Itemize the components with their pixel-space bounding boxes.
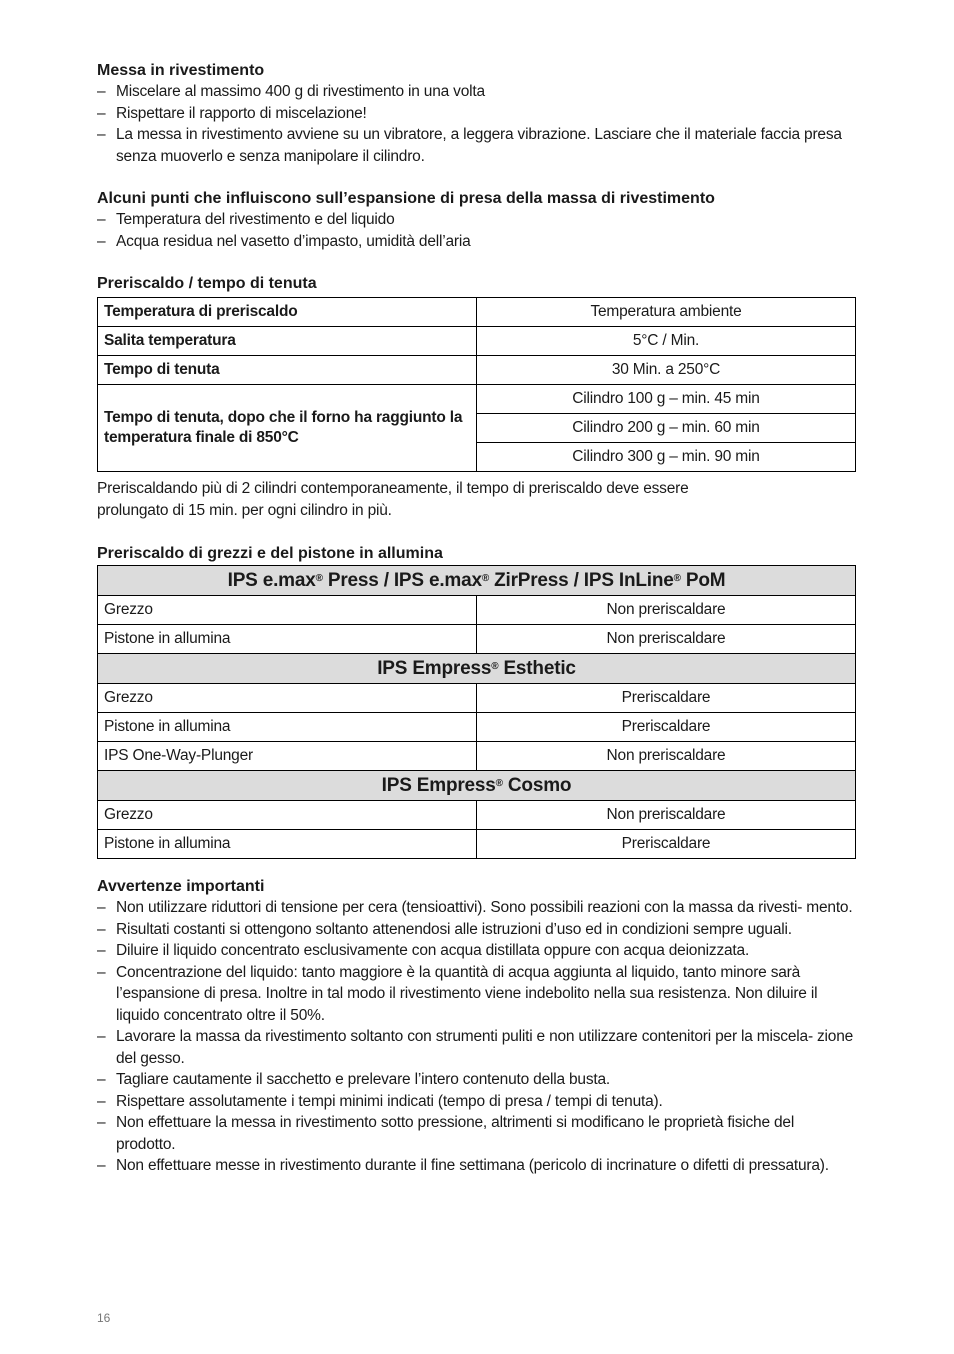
list-item: – Acqua residua nel vasetto d’impasto, umidità dell’aria: [97, 231, 856, 253]
list-avvertenze-importanti: [97, 897, 856, 1177]
list-messa-in-rivestimento: [97, 81, 856, 167]
list-item: – Risultati costanti si ottengono soltanto attenendosi alle istruzioni d’uso ed in condizioni sempre uguali.: [97, 919, 856, 941]
table-cell-label: Pistone in allumina: [98, 625, 477, 654]
document-page: [97, 60, 856, 1177]
table-cell-label: Grezzo: [98, 684, 477, 713]
heading-preriscaldo-grezzi: Preriscaldo di grezzi e del pistone in allumina: [97, 545, 443, 562]
table-row: [98, 385, 856, 414]
table-cell-value: 30 Min. a 250°C: [477, 356, 856, 385]
table-preriscaldo: [97, 297, 856, 472]
table-cell-value: Temperatura ambiente: [477, 298, 856, 327]
table-preriscaldo-grezzi: [97, 565, 856, 859]
list-item: – Rispettare il rapporto di miscelazione!: [97, 103, 856, 125]
table-row: [98, 625, 856, 654]
list-item: – Tagliare cautamente il sacchetto e prelevare l’intero contenuto della busta.: [97, 1069, 856, 1091]
group-header-emax: IPS e.max® Press / IPS e.max® ZirPress / IPS InLine® PoM: [98, 566, 856, 596]
table-row: [98, 356, 856, 385]
table-cell-value: Cilindro 100 g – min. 45 min: [477, 385, 856, 414]
heading-preriscaldo-tempo-di-tenuta: Preriscaldo / tempo di tenuta: [97, 275, 317, 292]
table-cell-label: Tempo di tenuta: [98, 356, 477, 385]
list-item: – Non effettuare messe in rivestimento durante il fine settimana (pericolo di incrinature o difetti di pressatura).: [97, 1155, 856, 1177]
table-cell-label: Pistone in allumina: [98, 713, 477, 742]
list-item: – Lavorare la massa da rivestimento soltanto con strumenti puliti e non utilizzare contenitori per la miscela- zione del gesso.: [97, 1026, 856, 1069]
table-row: [98, 742, 856, 771]
table-row: [98, 830, 856, 859]
table-cell-label: Temperatura di preriscaldo: [98, 298, 477, 327]
page-number: 16: [97, 1311, 111, 1325]
table-cell-value: Preriscaldare: [477, 830, 856, 859]
table-cell-label: Grezzo: [98, 801, 477, 830]
table-cell-value: Preriscaldare: [477, 684, 856, 713]
list-espansione-di-presa: [97, 209, 856, 252]
table-row: [98, 298, 856, 327]
list-item: – Temperatura del rivestimento e del liquido: [97, 209, 856, 231]
heading-espansione-di-presa: Alcuni punti che influiscono sull’espansione di presa della massa di rivestimento: [97, 190, 715, 207]
list-item: – Non utilizzare riduttori di tensione per cera (tensioattivi). Sono possibili reazioni con la massa da rivesti- mento.: [97, 897, 856, 919]
table-cell-value: Non preriscaldare: [477, 801, 856, 830]
table-row: [98, 684, 856, 713]
table-cell-label: IPS One-Way-Plunger: [98, 742, 477, 771]
list-item: – Miscelare al massimo 400 g di rivestimento in una volta: [97, 81, 856, 103]
list-item: – Non effettuare la messa in rivestimento sotto pressione, altrimenti si modificano le proprietà fisiche del prodotto.: [97, 1112, 856, 1155]
table-group-header: [98, 771, 856, 801]
list-item: – Concentrazione del liquido: tanto maggiore è la quantità di acqua aggiunta al liquido, tanto minore sarà l’espansione di presa. Inoltre in tal modo il rivestimento viene indebolito nella sua resistenza. Non diluire il liquido concentrato oltre il 50%.: [97, 962, 856, 1027]
table-group-header: [98, 566, 856, 596]
table-cell-value: 5°C / Min.: [477, 327, 856, 356]
table-row: [98, 713, 856, 742]
table-cell-label: Salita temperatura: [98, 327, 477, 356]
list-item: – Diluire il liquido concentrato esclusivamente con acqua distillata oppure con acqua deionizzata.: [97, 940, 856, 962]
table-cell-value: Non preriscaldare: [477, 742, 856, 771]
table-row: [98, 327, 856, 356]
table-cell-value: Preriscaldare: [477, 713, 856, 742]
group-header-esthetic: IPS Empress® Esthetic: [98, 654, 856, 684]
heading-messa-in-rivestimento: Messa in rivestimento: [97, 62, 265, 79]
table-cell-value: Non preriscaldare: [477, 625, 856, 654]
table-group-header: [98, 654, 856, 684]
table-cell-value: Cilindro 300 g – min. 90 min: [477, 443, 856, 472]
table-cell-label: Grezzo: [98, 596, 477, 625]
preriscaldo-note: Preriscaldando più di 2 cilindri contemporaneamente, il tempo di preriscaldo deve essere prolungato di 15 min. per ogni cilindro in più.: [97, 480, 689, 519]
table-cell-label: Pistone in allumina: [98, 830, 477, 859]
table-cell-label: Tempo di tenuta, dopo che il forno ha raggiunto la temperatura finale di 850°C: [98, 385, 477, 472]
group-header-cosmo: IPS Empress® Cosmo: [98, 771, 856, 801]
table-row: [98, 596, 856, 625]
heading-avvertenze-importanti: Avvertenze importanti: [97, 878, 265, 895]
table-cell-value: Cilindro 200 g – min. 60 min: [477, 414, 856, 443]
list-item: – La messa in rivestimento avviene su un vibratore, a leggera vibrazione. Lasciare che il materiale faccia presa senza muoverlo e senza manipolare il cilindro.: [97, 124, 856, 167]
table-cell-value: Non preriscaldare: [477, 596, 856, 625]
table-row: [98, 801, 856, 830]
list-item: – Rispettare assolutamente i tempi minimi indicati (tempo di presa / tempi di tenuta).: [97, 1091, 856, 1113]
